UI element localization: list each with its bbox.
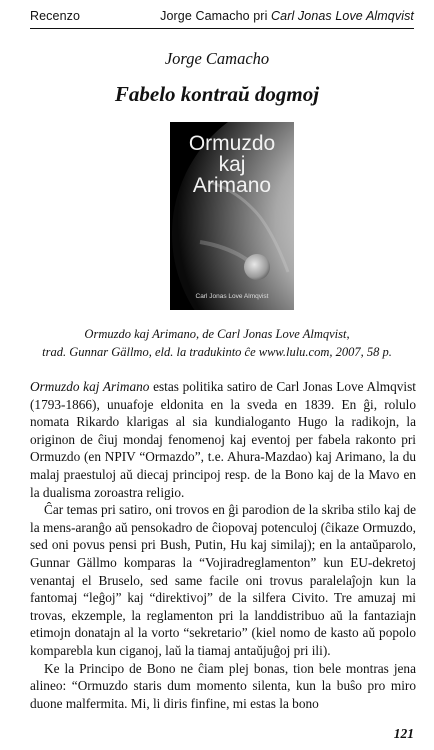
cover-author: Carl Jonas Love Almqvist (195, 293, 269, 300)
moon (244, 254, 270, 280)
running-head (30, 9, 414, 23)
running-head-article-prefix: Jorge Camacho pri (160, 9, 272, 23)
running-head-article (160, 9, 414, 23)
caption-line-2: trad. Gunnar Gällmo, eld. la tradukinto ĉe www.lulu.com, 2007, 58 p. (42, 345, 392, 359)
running-head-section: Recenzo (30, 9, 81, 23)
paragraph-3: Ke la Principo de Bono ne ĉiam plej bonas, tion bele montras jena alineo: “Ormuzdo staris dum momento silenta, kun la buŝo pro miro duone malfermita. Mi, li diris finfine, mi estas la bono (30, 660, 416, 711)
cover-title-line-2: kaj (218, 153, 246, 176)
cover-title-line-3: Arimano (192, 174, 272, 197)
article-title: Fabelo kontraŭ dogmoj (114, 82, 320, 106)
paragraph-1-lead-title: Ormuzdo kaj Arimano (30, 379, 150, 394)
paragraph-1 (30, 378, 416, 501)
paragraph-1-text: estas politika satiro de Carl Jonas Love Almqvist (1793-1866), unuafoje eldonita en la sveda en 1839. En ĝi, rolulo nomata Rikardo klarigas al sia kundialoganto Hugo la radikojn, la originon de ĉiuj mondaj fenomenoj kaj eventoj per fabela rakonto pri Ormuzdo (en NPIV “Ormazdo”, t.e. Ahura-Mazdao) kaj Arimano, la du malaj praestuloj aŭ diecaj principoj resp. de la Bono kaj de la Mavo en la dualisma zoroastra religio. (30, 379, 416, 500)
article-body (30, 378, 416, 712)
book-cover (170, 122, 294, 310)
header-rule (30, 28, 414, 29)
paragraph-2: Ĉar temas pri satiro, oni trovos en ĝi parodion de la skriba stilo kaj de la mens-aranĝo aŭ pensokadro de ĉiopovaj potenculoj (ĉikaze Ormuzdo, sed oni povus pensi pri Bush, Putin, Hu kaj similaj); en la antaŭparolo, Gunnar Gällmo komparas la “Vojiradreglamenton” kun EU-dekretoj venantaj el Bruselo, sed same facile oni trovus paralelaĵojn kun la fantomaj “leĝoj” kaj “direktivoj” de la silfera Civito. Tre amuzaj mi trovas, ekzemple, la reglamenton pri la landdistribuo aŭ la fantaziajn etimojn donatajn al la vorto “sekretario” (kiel nomo de kasto aŭ popolo komparebla kun ciganoj, laŭ la tiamaj antaŭjuĝoj pri ili). (30, 502, 416, 658)
page-number: 121 (393, 726, 414, 741)
caption-line-1: Ormuzdo kaj Arimano, de Carl Jonas Love Almqvist, (84, 327, 350, 341)
cover-caption (20, 325, 414, 361)
cover-title-line-1: Ormuzdo (188, 132, 276, 155)
cover-title (170, 133, 294, 196)
running-head-article-title: Carl Jonas Love Almqvist (271, 9, 414, 23)
article-author: Jorge Camacho (164, 49, 270, 68)
